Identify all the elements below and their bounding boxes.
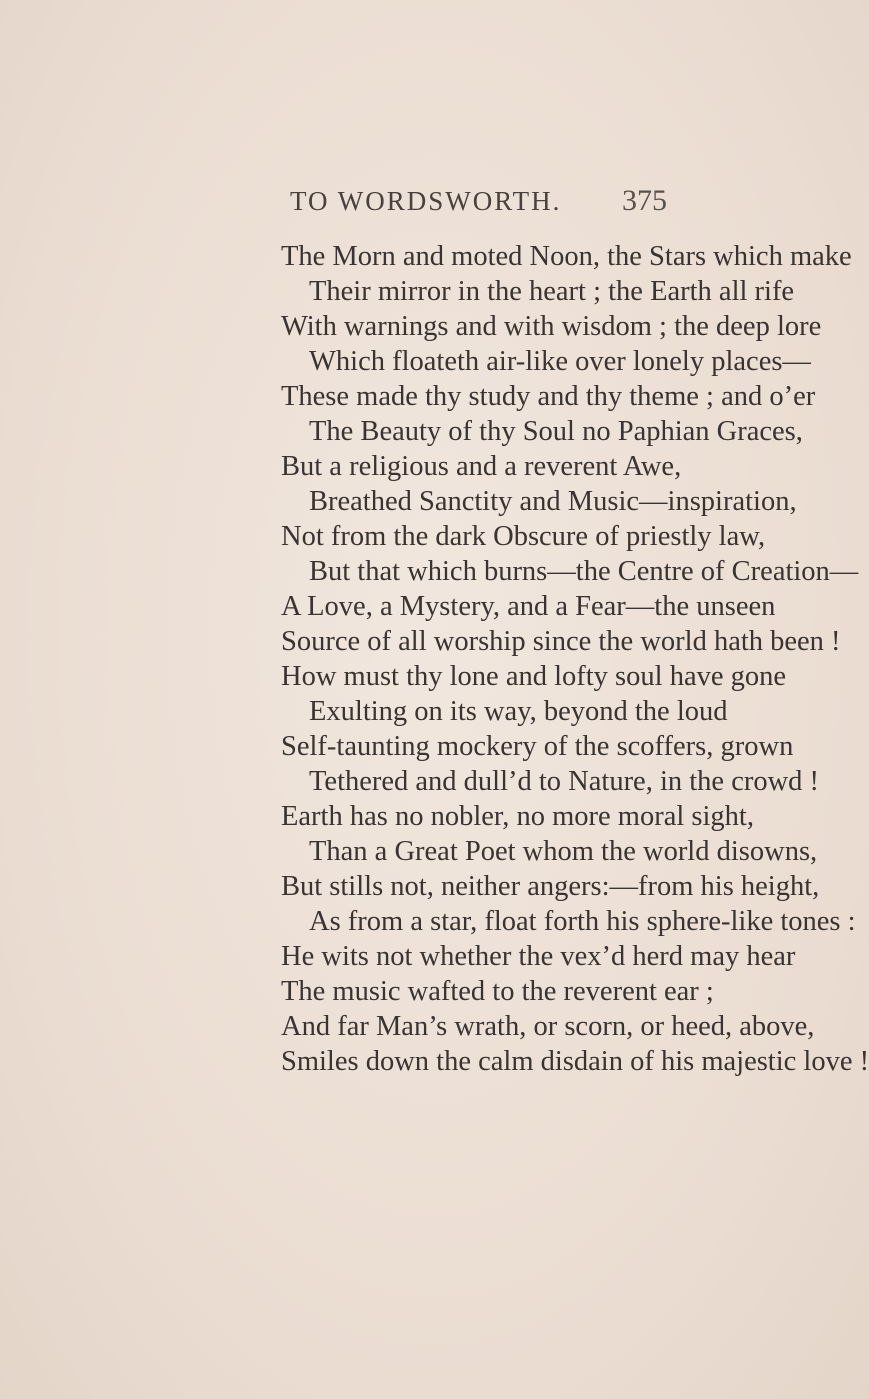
verse-line: Earth has no nobler, no more moral sight, bbox=[281, 801, 754, 832]
running-head bbox=[0, 186, 800, 226]
verse-line: A Love, a Mystery, and a Fear—the unseen bbox=[281, 591, 776, 622]
verse-line: The music wafted to the reverent ear ; bbox=[281, 976, 714, 1007]
verse-line: Than a Great Poet whom the world disowns, bbox=[309, 836, 818, 867]
verse-line: With warnings and with wisdom ; the deep lore bbox=[281, 311, 822, 342]
verse-line: Which floateth air-like over lonely places— bbox=[309, 346, 811, 377]
verse-line: The Beauty of thy Soul no Paphian Graces, bbox=[309, 416, 803, 447]
verse-line: Smiles down the calm disdain of his majestic love ! bbox=[281, 1046, 869, 1077]
page-title: TO WORDSWORTH. bbox=[290, 186, 562, 216]
verse-line: But stills not, neither angers:—from his height, bbox=[281, 871, 820, 902]
verse-line: Not from the dark Obscure of priestly law, bbox=[281, 521, 766, 552]
verse-line: Breathed Sanctity and Music—inspiration, bbox=[309, 486, 797, 517]
verse-line: He wits not whether the vex’d herd may hear bbox=[281, 941, 796, 972]
verse-line: These made thy study and thy theme ; and o’er bbox=[281, 381, 816, 412]
verse-line: Source of all worship since the world hath been ! bbox=[281, 626, 841, 657]
verse-line: And far Man’s wrath, or scorn, or heed, above, bbox=[281, 1011, 815, 1042]
verse-line: How must thy lone and lofty soul have gone bbox=[281, 661, 787, 692]
verse-line: But that which burns—the Centre of Creation— bbox=[309, 556, 859, 587]
verse-line: The Morn and moted Noon, the Stars which make bbox=[281, 241, 852, 272]
verse-line: Self-taunting mockery of the scoffers, grown bbox=[281, 731, 794, 762]
page-number: 375 bbox=[622, 184, 667, 217]
verse-line: Their mirror in the heart ; the Earth all rife bbox=[309, 276, 795, 307]
verse-line: But a religious and a reverent Awe, bbox=[281, 451, 682, 482]
verse-line: Tethered and dull’d to Nature, in the crowd ! bbox=[309, 766, 820, 797]
verse-line: Exulting on its way, beyond the loud bbox=[309, 696, 728, 727]
verse-line: As from a star, float forth his sphere-like tones : bbox=[309, 906, 856, 937]
